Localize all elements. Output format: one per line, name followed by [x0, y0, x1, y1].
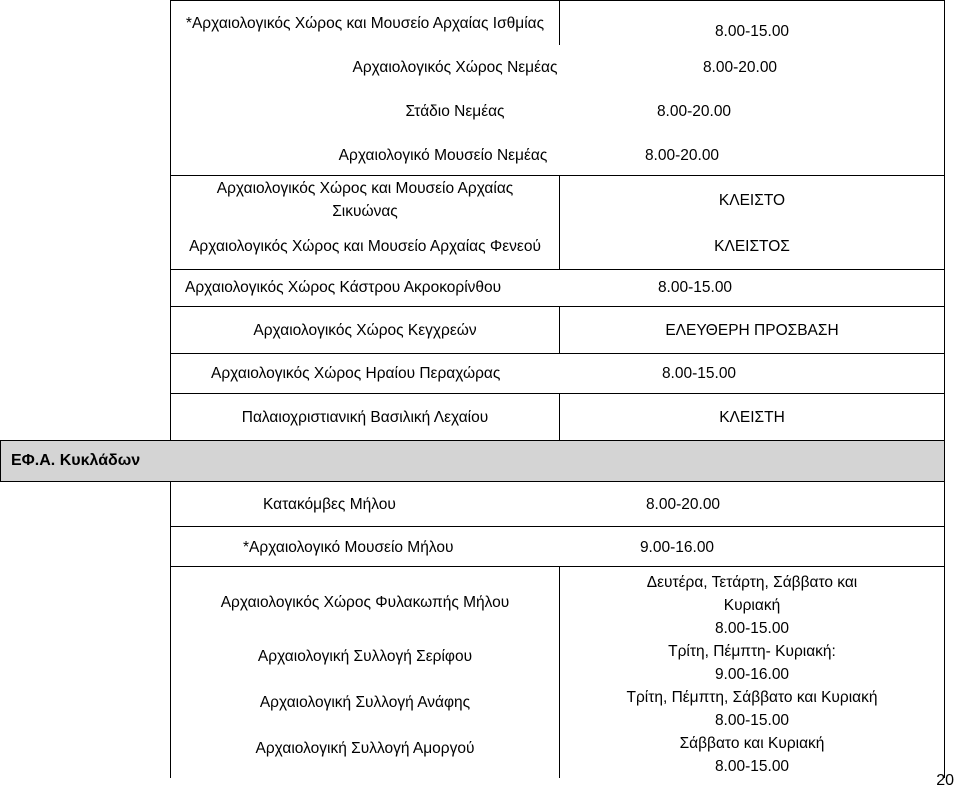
column-divider: [559, 1, 560, 45]
hours-line: Τρίτη, Πέμπτη- Κυριακή:: [668, 643, 836, 660]
section-header-cyclades: ΕΦ.Α. Κυκλάδων: [0, 440, 944, 482]
cyclades-table: [170, 482, 944, 778]
site-name-serifos: Αρχαιολογική Συλλογή Σερίφου: [257, 647, 473, 665]
row-divider: [171, 175, 945, 176]
column-divider: [559, 175, 560, 269]
site-name-isthmia: *Αρχαιολογικός Χώρος και Μουσείο Αρχαίας Ισθμίας: [185, 14, 545, 32]
hours-line: Κυριακή: [723, 597, 781, 614]
site-name-milos-catacombs: Κατακόμβες Μήλου: [263, 495, 396, 513]
hours-line: 9.00-16.00: [714, 666, 790, 683]
hours-nemea-museum: 8.00-20.00: [644, 146, 720, 164]
hours-milos-catacombs: 8.00-20.00: [645, 495, 721, 513]
hours-line: Δευτέρα, Τετάρτη, Σάββατο και: [646, 574, 858, 591]
hours-kenchreai: ΕΛΕΥΘΕΡΗ ΠΡΟΣΒΑΣΗ: [665, 321, 839, 339]
column-divider: [559, 393, 560, 441]
site-name-feneos: Αρχαιολογικός Χώρος και Μουσείο Αρχαίας Φενεού: [189, 237, 541, 255]
hours-perachora: 8.00-15.00: [661, 364, 737, 382]
column-divider: [559, 566, 560, 778]
hours-nemea-stadium: 8.00-20.00: [656, 102, 732, 120]
table-right-border: [944, 0, 945, 778]
site-name-nemea: Αρχαιολογικός Χώρος Νεμέας: [352, 58, 558, 76]
hours-isthmia: 8.00-15.00: [714, 22, 790, 40]
site-name-acrocorinth: Αρχαιολογικός Χώρος Κάστρου Ακροκορίνθου: [185, 278, 502, 296]
hours-line: Σάββατο και Κυριακή: [679, 735, 825, 752]
hours-line: 8.00-15.00: [714, 758, 790, 775]
site-name-perachora: Αρχαιολογικός Χώρος Ηραίου Περαχώρας: [211, 364, 501, 382]
hours-lechaion: ΚΛΕΙΣΤΗ: [719, 408, 785, 426]
page-number: 20: [936, 772, 954, 789]
hours-line: 8.00-15.00: [714, 620, 790, 637]
hours-sikyon: ΚΛΕΙΣΤΟ: [718, 191, 786, 209]
site-name-phylakopi: Αρχαιολογικός Χώρος Φυλακωπής Μήλου: [220, 593, 510, 611]
hours-milos-museum: 9.00-16.00: [639, 538, 715, 556]
hours-feneos: ΚΛΕΙΣΤΟΣ: [714, 237, 790, 255]
row-divider: [171, 566, 945, 567]
hours-line: Τρίτη, Πέμπτη, Σάββατο και Κυριακή: [626, 689, 878, 706]
hours-nemea: 8.00-20.00: [702, 58, 778, 76]
site-name-sikyon: Αρχαιολογικός Χώρος και Μουσείο Αρχαίας Σικυώνας: [216, 180, 514, 220]
hours-acrocorinth: 8.00-15.00: [657, 278, 733, 296]
site-name-kenchreai: Αρχαιολογικός Χώρος Κεγχρεών: [253, 321, 477, 339]
site-name-lechaion: Παλαιοχριστιανική Βασιλική Λεχαίου: [241, 408, 489, 426]
site-name-anafi: Αρχαιολογική Συλλογή Ανάφης: [259, 693, 471, 711]
site-name-amorgos: Αρχαιολογική Συλλογή Αμοργού: [255, 739, 475, 757]
column-divider: [559, 306, 560, 353]
hours-line: 8.00-15.00: [714, 712, 790, 729]
site-name-nemea-museum: Αρχαιολογικό Μουσείο Νεμέας: [338, 146, 548, 164]
site-name-milos-museum: *Αρχαιολογικό Μουσείο Μήλου: [243, 538, 454, 556]
site-name-nemea-stadium: Στάδιο Νεμέας: [405, 102, 505, 120]
